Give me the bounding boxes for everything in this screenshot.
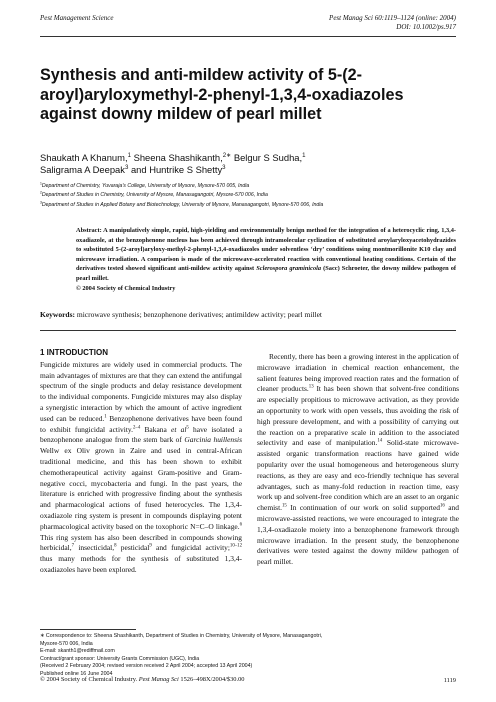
- keywords: [40, 310, 460, 319]
- footnote-received: (Received 2 February 2004; revised version received 2 April 2004; accepted 13 April 2004): [40, 663, 253, 670]
- left-column: [40, 348, 242, 576]
- author-1-affil: 1: [127, 151, 131, 159]
- author-4: Saligrama A Deepak: [40, 164, 125, 176]
- affiliation-2: $^2$Department of Studies in Chemistry, University of Mysore, Manasagangotri, Mysore-570 006, India: [40, 190, 268, 199]
- abstract-text-end: (Sacc) Schroeter, the downy mildew pathogen of pearl millet.: [76, 265, 457, 282]
- species-name: Sclerospora graminicola: [256, 265, 322, 273]
- keywords-text: microwave synthesis; benzophenone derivatives; antimildew activity; pearl millet: [76, 310, 323, 319]
- abstract-text: Abstract: A manipulatively simple, rapid, high-yielding and environmentally benign method for the integration of a heterocyclic ring, 1,3,4-oxadiazole, at the benzophenone nucleus has been achieved through intramolecular cyclization of substituted aroylaryloxyacetohydrazides to substituted 5-(2-aroyl)aryloxy-methyl-2-phenyl-1,3,4-oxadiazoles under solventless ‘dry’ conditions using montmorillonite K10 clay and microwave irradiation. A comparison is made of the microwave-accelerated reaction with conventional heating conditions. Certain of the derivatives tested showed significant anti-mildew activity against: [76, 227, 456, 273]
- affiliation-list: [40, 182, 470, 210]
- author-list: [40, 152, 460, 176]
- author-3-affil: 1: [302, 151, 306, 159]
- footnote-email[interactable]: E-mail: skanth1@rediffmail.com: [40, 648, 115, 655]
- abstract: [76, 226, 456, 293]
- section-rule: [40, 330, 456, 331]
- author-5-affil: 3: [222, 164, 226, 172]
- footnote-address: Mysore-570 006, India: [40, 640, 93, 647]
- author-4-affil: 3: [124, 164, 129, 172]
- abstract-copyright: © 2004 Society of Chemical Industry: [76, 284, 176, 292]
- citation-line: Pest Manag Sci 60:1119–1124 (online: 2004): [329, 14, 456, 22]
- footnote-rule: [40, 629, 136, 630]
- affiliation-1: $^1$Department of Chemistry, Yuvaraja’s College, University of Mysore, Mysore-570 005, India: [40, 181, 250, 189]
- footnote-correspondence: ∗ Correspondence to: Sheena Shashikanth, Department of Studies in Chemistry, University of Mysore, Manasagangotri,: [40, 633, 323, 639]
- keywords-label: Keywords:: [40, 310, 75, 319]
- copyright-line: © 2004 Society of Chemical Industry. Pest Manag Sci 1526–498X/2004/$30.00: [40, 676, 245, 683]
- article-title: Synthesis and anti-mildew activity of 5-(2-aroyl)aryloxymethyl-2-phenyl-1,3,4-oxadiazoles against downy mildew of pearl millet: [40, 66, 404, 123]
- doi-line: DOI: 10.1002/ps.917: [396, 23, 456, 31]
- author-1: Shaukath A Khanum,: [40, 152, 128, 163]
- affiliation-3: $^3$Department of Studies in Applied Botany and Biotechnology, University of Mysore, Manasagangotri, Mysore-570 006, India: [40, 200, 324, 208]
- right-column: [257, 352, 459, 568]
- journal-name: Pest Management Science: [40, 14, 114, 22]
- footnote-grant: Contract/grant sponsor: University Grants Commission (UGC), India: [40, 655, 200, 662]
- intro-paragraph-1: Fungicide mixtures are widely used in commercial products. The main advantages of mixtures are that they can extend the antifungal spectrum of the single products and delay resistance development to the individual components. Fungicide mixtures may also display a synergistic interaction by which the amount of active ingredient used can be reduced.$^1$ Benzophenone derivatives have been found to exhibit fungicidal activity.$^{2-4}$ Bakana et $al^5$ have isolated a benzophenone analogue from the stem bark of Garcinia huillensis Wellw ex Oliv grown in Zaire and used in central-African traditional medicine, and this has been shown to exhibit chemotherapeutical activity against Gram-positive and Gram-negative cocci, mycobacteria and fungi. In the past years, the literature is enriched with progressive finding about the synthesis and pharmacological actions of fused heterocycles. The 1,3,4-oxadiazole ring system is present in compounds displaying potent pharmacological activity based on the toxophoric N=C–O linkage.$^6$ This ring system has also been described in compounds showing herbicidal,$^7$ insecticidal,$^8$ pesticidal$^9$ and fungicidal activity;$^{10-12}$ thus many methods for the synthesis of substituted 1,3,4-oxadiazoles have been explored.: [40, 359, 243, 574]
- page-number: 1119: [443, 677, 456, 684]
- citation-header: [329, 14, 456, 32]
- footnotes: [40, 633, 460, 679]
- footnote-published: Published online 16 June 2004: [40, 670, 113, 677]
- author-3: Belgur S Sudha,: [233, 152, 303, 163]
- author-2: Sheena Shashikanth,: [133, 152, 223, 163]
- header-rule: [40, 36, 456, 37]
- author-5: and Huntrike S Shetty: [130, 164, 223, 176]
- author-2-affil: 2∗: [222, 151, 232, 159]
- intro-paragraph-2: Recently, there has been a growing interest in the application of microwave irradiation in chemical reaction enhancement, the salient features being improved reaction rates and the formation of cleaner products.$^{13}$ It has been shown that solvent-free conditions are especially propitious to microwave activation, as they provide an opportunity to work with open vessels, thus avoiding the risk of high pressure development, and with a possibility of carrying out the reaction on a preparative scale in addition to the associated selectivity and ease of manipulation.$^{14}$ Solid-state microwave-assisted organic transformation reactions have gained wide popularity over the usual homogeneous and heterogeneous slurry reactions, as they are easy and eco-friendly technique has several advantages, such as many-fold reduction in reaction time, easy work up and solvent-free condition which are an asset to an organic chemist.$^{15}$ In continuation of our work on solid supported$^{16}$ and microwave-assisted reactions, we were encouraged to integrate the 1,3,4-oxadiazole moiety into a benzophenone framework through microwave irradiation. In the present study, the benzophenone derivatives were tested against the downy mildew pathogen of pearl millet.: [257, 352, 459, 567]
- section-heading: 1 INTRODUCTION: [40, 348, 108, 357]
